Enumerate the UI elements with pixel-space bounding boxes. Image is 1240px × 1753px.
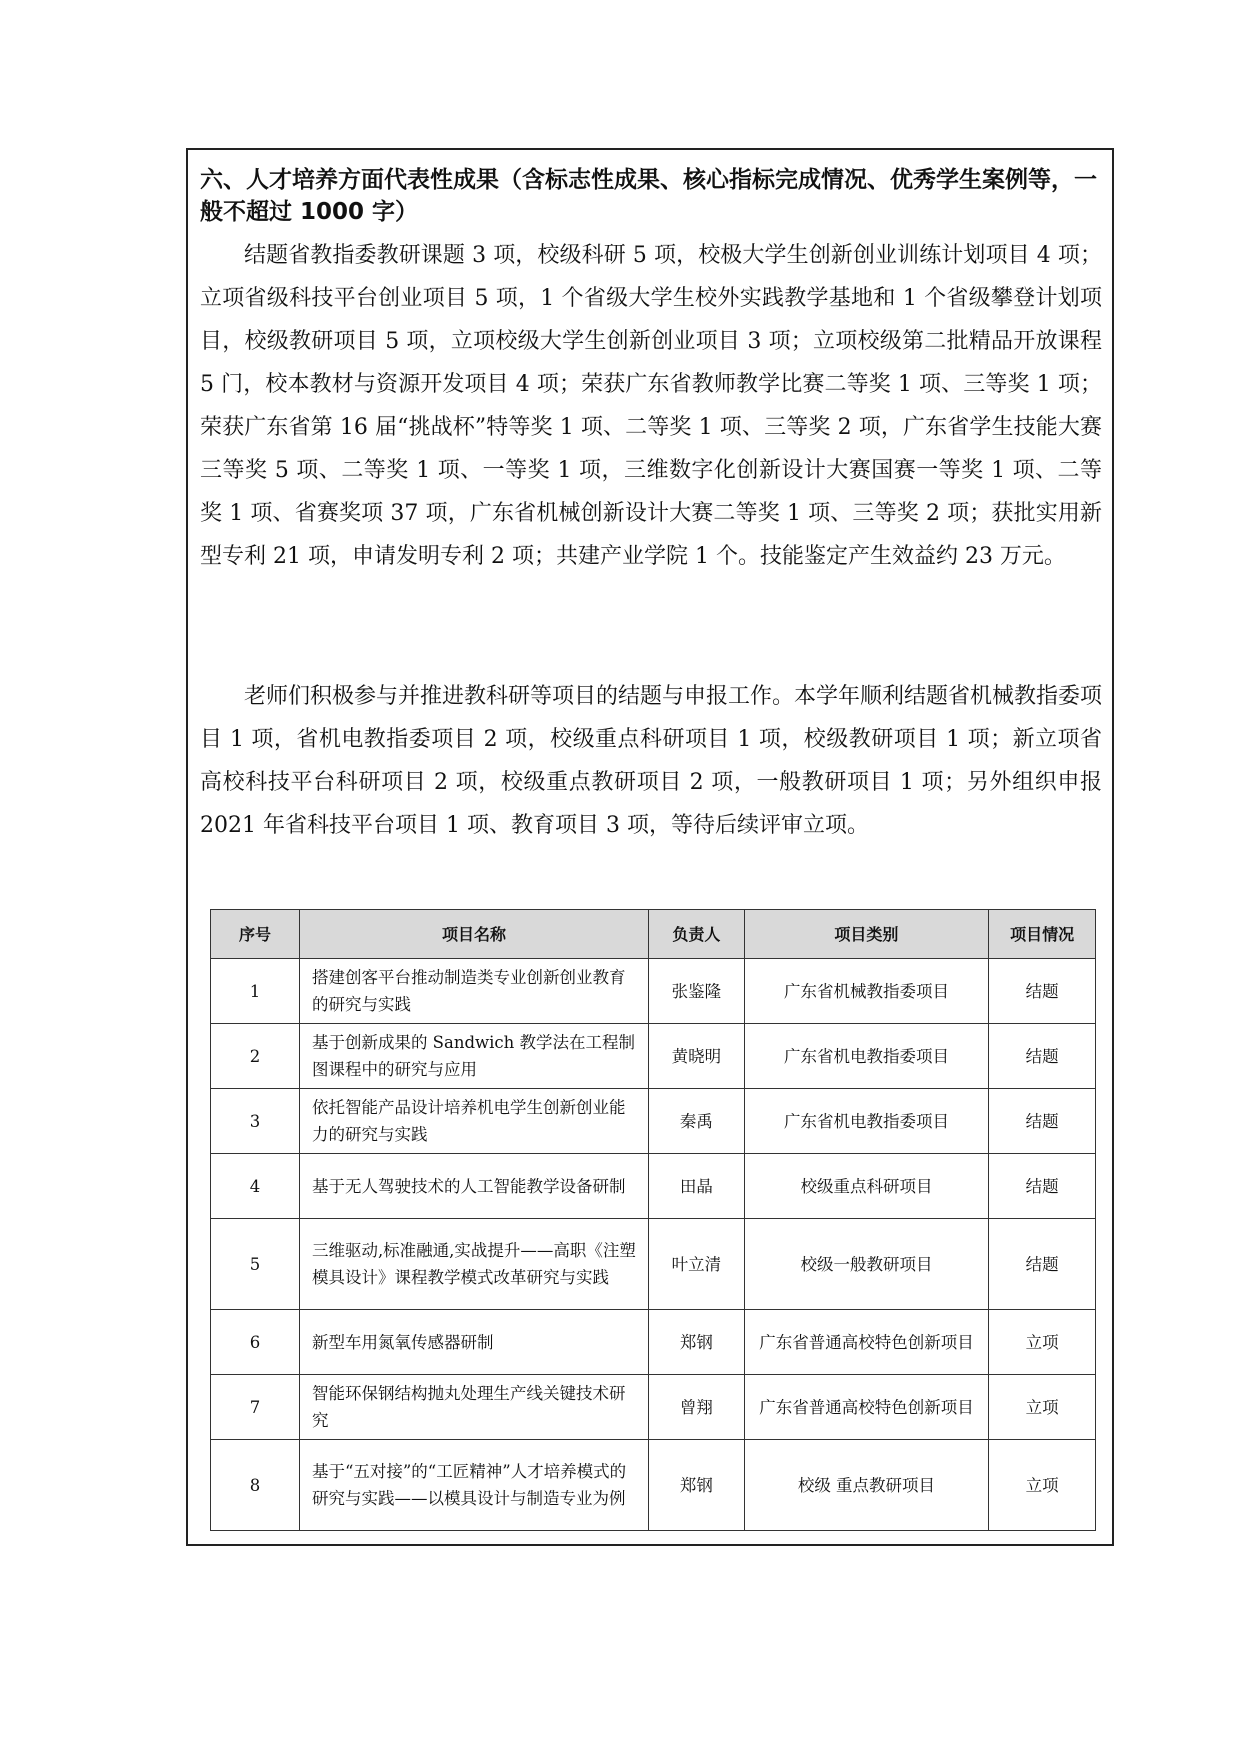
- cell-status: 立项: [989, 1375, 1096, 1440]
- table-row: [211, 1375, 1096, 1440]
- achievement-section: [186, 148, 1114, 1546]
- cell-leader: 黄晓明: [649, 1024, 745, 1089]
- table-row: [211, 1154, 1096, 1219]
- section-heading: 六、人才培养方面代表性成果（含标志性成果、核心指标完成情况、优秀学生案例等，一般不超过 1000 字）: [200, 167, 1097, 225]
- cell-name: 基于“五对接”的“工匠精神”人才培养模式的研究与实践——以模具设计与制造专业为例: [299, 1440, 648, 1531]
- table-row: [211, 1440, 1096, 1531]
- table-header-row: [211, 910, 1096, 959]
- cell-category: 广东省普通高校特色创新项目: [744, 1310, 989, 1375]
- cell-leader: 郑钢: [649, 1310, 745, 1375]
- table-row: [211, 1024, 1096, 1089]
- cell-category: 校级重点科研项目: [744, 1154, 989, 1219]
- cell-no: 5: [211, 1219, 300, 1310]
- header-status: 项目情况: [989, 910, 1096, 959]
- cell-name: 三维驱动,标准融通,实战提升——高职《注塑模具设计》课程教学模式改革研究与实践: [299, 1219, 648, 1310]
- header-no: 序号: [211, 910, 300, 959]
- cell-status: 结题: [989, 1089, 1096, 1154]
- cell-leader: 张鉴隆: [649, 959, 745, 1024]
- cell-leader: 田晶: [649, 1154, 745, 1219]
- cell-status: 立项: [989, 1440, 1096, 1531]
- cell-no: 4: [211, 1154, 300, 1219]
- cell-name: 基于创新成果的 Sandwich 教学法在工程制图课程中的研究与应用: [299, 1024, 648, 1089]
- cell-name: 智能环保钢结构抛丸处理生产线关键技术研究: [299, 1375, 648, 1440]
- cell-no: 6: [211, 1310, 300, 1375]
- cell-category: 广东省机电教指委项目: [744, 1089, 989, 1154]
- paragraph-projects: 老师们积极参与并推进教科研等项目的结题与申报工作。本学年顺利结题省机械教指委项目 1 项，省机电教指委项目 2 项，校级重点科研项目 1 项，校级教研项目 1 项；新立项省高校科技平台科研项目 2 项，校级重点教研项目 2 项，一般教研项目 1 项；另外组织申报 2021 年省科技平台项目 1 项、教育项目 3 项，等待后续评审立项。: [200, 684, 1103, 838]
- projects-table: [210, 909, 1096, 1531]
- cell-leader: 郑钢: [649, 1440, 745, 1531]
- header-leader: 负责人: [649, 910, 745, 959]
- table-row: [211, 959, 1096, 1024]
- cell-no: 3: [211, 1089, 300, 1154]
- cell-leader: 曾翔: [649, 1375, 745, 1440]
- cell-status: 立项: [989, 1310, 1096, 1375]
- cell-category: 广东省普通高校特色创新项目: [744, 1375, 989, 1440]
- cell-status: 结题: [989, 1219, 1096, 1310]
- table-row: [211, 1219, 1096, 1310]
- cell-category: 广东省机电教指委项目: [744, 1024, 989, 1089]
- cell-no: 2: [211, 1024, 300, 1089]
- cell-category: 校级 重点教研项目: [744, 1440, 989, 1531]
- cell-name: 新型车用氮氧传感器研制: [299, 1310, 648, 1375]
- header-category: 项目类别: [744, 910, 989, 959]
- cell-no: 7: [211, 1375, 300, 1440]
- cell-no: 1: [211, 959, 300, 1024]
- cell-name: 搭建创客平台推动制造类专业创新创业教育的研究与实践: [299, 959, 648, 1024]
- cell-no: 8: [211, 1440, 300, 1531]
- cell-name: 依托智能产品设计培养机电学生创新创业能力的研究与实践: [299, 1089, 648, 1154]
- header-name: 项目名称: [299, 910, 648, 959]
- cell-category: 广东省机械教指委项目: [744, 959, 989, 1024]
- cell-status: 结题: [989, 959, 1096, 1024]
- table-row: [211, 1089, 1096, 1154]
- cell-leader: 秦禹: [649, 1089, 745, 1154]
- table-row: [211, 1310, 1096, 1375]
- cell-category: 校级一般教研项目: [744, 1219, 989, 1310]
- paragraph-achievements: 结题省教指委教研课题 3 项，校级科研 5 项，校极大学生创新创业训练计划项目 4 项；立项省级科技平台创业项目 5 项，1 个省级大学生校外实践教学基地和 1 个省级攀登计划项目，校级教研项目 5 项，立项校级大学生创新创业项目 3 项；立项校级第二批精品开放课程 5 门，校本教材与资源开发项目 4 项；荣获广东省教师教学比赛二等奖 1 项、三等奖 1 项；荣获广东省第 16 届“挑战杯”特等奖 1 项、二等奖 1 项、三等奖 2 项，广东省学生技能大赛三等奖 5 项、二等奖 1 项、一等奖 1 项，三维数字化创新设计大赛国赛一等奖 1 项、二等奖 1 项、省赛奖项 37 项，广东省机械创新设计大赛二等奖 1 项、三等奖 2 项；获批实用新型专利 21 项，申请发明专利 2 项；共建产业学院 1 个。技能鉴定产生效益约 23 万元。: [200, 243, 1102, 569]
- cell-status: 结题: [989, 1154, 1096, 1219]
- cell-name: 基于无人驾驶技术的人工智能教学设备研制: [299, 1154, 648, 1219]
- cell-status: 结题: [989, 1024, 1096, 1089]
- cell-leader: 叶立清: [649, 1219, 745, 1310]
